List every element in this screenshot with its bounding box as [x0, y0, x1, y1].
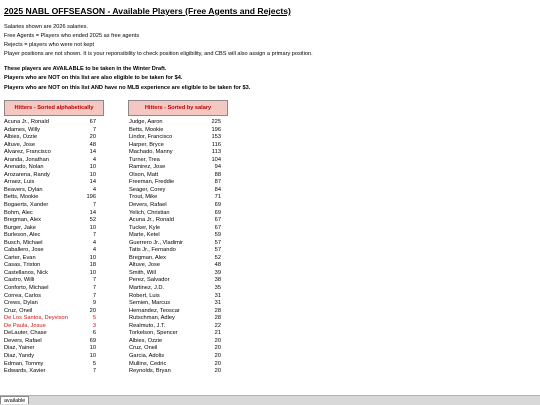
- player-salary: 10: [89, 171, 96, 178]
- player-salary: 10: [89, 269, 96, 276]
- player-row: [129, 345, 221, 353]
- player-name: Devers, Rafael: [4, 337, 42, 344]
- player-name: Robert, Luis: [129, 292, 160, 299]
- player-salary: 7: [92, 292, 96, 299]
- rule-line: Players who are NOT on this list are also eligible to be taken for $4.: [4, 75, 183, 82]
- page-title: 2025 NABL OFFSEASON - Available Players (Free Agents and Rejects): [4, 6, 291, 16]
- player-name: Lindor, Francisco: [129, 134, 173, 141]
- player-row: [129, 293, 221, 301]
- player-row: [129, 330, 221, 338]
- player-row: [129, 361, 221, 369]
- intro-notes: [4, 23, 536, 59]
- player-name: Tucker, Kyle: [129, 224, 161, 231]
- intro-line: Player positions are not shown. It is your reponsibility to check position eligibility, and CBS will also assign a primary position.: [4, 51, 313, 58]
- player-salary: 31: [214, 292, 221, 299]
- player-salary: 196: [211, 126, 221, 133]
- player-name: Diaz, Yainer: [4, 345, 35, 352]
- player-row: [129, 210, 221, 218]
- player-name: Alvarez, Francisco: [4, 149, 51, 156]
- player-name: DeLauter, Chase: [4, 330, 47, 337]
- player-row: [129, 353, 221, 361]
- player-salary: 5: [92, 315, 96, 322]
- player-salary: 153: [211, 134, 221, 141]
- player-name: Guerrero Jr., Vladimir: [129, 239, 184, 246]
- player-row: [4, 134, 96, 142]
- player-salary: 7: [92, 202, 96, 209]
- player-salary: 14: [89, 209, 96, 216]
- player-row: [129, 187, 221, 195]
- player-name: Seager, Corey: [129, 186, 166, 193]
- player-row: [4, 240, 96, 248]
- player-name: Burleson, Alec: [4, 232, 41, 239]
- player-name: Rutschman, Adley: [129, 315, 175, 322]
- player-row: [4, 210, 96, 218]
- player-row: [4, 300, 96, 308]
- player-name: Freeman, Freddie: [129, 179, 175, 186]
- player-salary: 52: [89, 217, 96, 224]
- player-name: Hernandez, Teoscar: [129, 307, 180, 314]
- player-row: [129, 142, 221, 150]
- player-salary: 5: [92, 360, 96, 367]
- player-salary: 20: [214, 345, 221, 352]
- player-row: [4, 353, 96, 361]
- player-name: Albies, Ozzie: [4, 134, 38, 141]
- player-row: [129, 315, 221, 323]
- player-row: [129, 164, 221, 172]
- player-row: [4, 338, 96, 346]
- draft-rules: [4, 65, 536, 92]
- rule-line: Players who are NOT on this list AND have no MLB experience are eligible to be taken for $3.: [4, 84, 251, 91]
- player-row: [4, 164, 96, 172]
- player-row: [4, 232, 96, 240]
- player-name: Garcia, Adolis: [129, 352, 165, 359]
- player-salary: 6: [92, 330, 96, 337]
- player-name: Betts, Mookie: [129, 126, 164, 133]
- player-salary: 196: [86, 194, 96, 201]
- player-salary: 7: [92, 368, 96, 375]
- player-name: Mullins, Cedric: [129, 360, 167, 367]
- salary-list-header: Hitters - Sorted by salary: [128, 100, 228, 116]
- player-salary: 18: [89, 262, 96, 269]
- player-row: [4, 217, 96, 225]
- player-name: Reynolds, Bryan: [129, 368, 171, 375]
- player-salary: 4: [92, 156, 96, 163]
- player-row: [129, 300, 221, 308]
- player-row: [129, 157, 221, 165]
- player-row: [4, 194, 96, 202]
- player-salary: 69: [214, 202, 221, 209]
- player-name: Bregman, Alex: [129, 254, 166, 261]
- player-row: [129, 194, 221, 202]
- rule-line: These players are AVAILABLE to be taken in the Winter Draft.: [4, 66, 167, 73]
- player-name: Harper, Bryce: [129, 141, 164, 148]
- player-name: Beavers, Dylan: [4, 186, 43, 193]
- player-row: [129, 277, 221, 285]
- player-salary: 10: [89, 164, 96, 171]
- sheet-tab-available[interactable]: available: [0, 396, 29, 404]
- player-salary: 31: [214, 300, 221, 307]
- player-row: [4, 142, 96, 150]
- player-name: Machado, Manny: [129, 149, 173, 156]
- player-row: [4, 172, 96, 180]
- player-name: Caballero, Jose: [4, 247, 44, 254]
- player-row: [129, 285, 221, 293]
- player-salary: 10: [89, 352, 96, 359]
- player-row: [4, 202, 96, 210]
- player-name: Arenado, Nolan: [4, 164, 44, 171]
- player-name: Busch, Michael: [4, 239, 43, 246]
- player-salary: 14: [89, 149, 96, 156]
- player-name: Bogaerts, Xander: [4, 202, 49, 209]
- player-row: [129, 217, 221, 225]
- player-salary: 22: [214, 322, 221, 329]
- player-row: [4, 127, 96, 135]
- player-name: Carter, Evan: [4, 254, 36, 261]
- player-row: [4, 179, 96, 187]
- intro-line: Free Agents = Players who ended 2025 as free agents: [4, 33, 140, 40]
- player-salary: 57: [214, 239, 221, 246]
- player-row: [4, 315, 96, 323]
- player-salary: 9: [92, 300, 96, 307]
- player-name: De Paula, Josue: [4, 322, 46, 329]
- player-salary: 39: [214, 269, 221, 276]
- player-row: [4, 277, 96, 285]
- player-salary: 7: [92, 277, 96, 284]
- player-name: Martinez, J.D.: [129, 285, 165, 292]
- player-name: Altuve, Jose: [129, 262, 160, 269]
- player-name: Diaz, Yandy: [4, 352, 35, 359]
- player-name: Tatis Jr., Fernando: [129, 247, 176, 254]
- player-name: Cruz, Oneil: [4, 307, 33, 314]
- player-row: [129, 172, 221, 180]
- player-row: [129, 368, 221, 376]
- player-row: [129, 240, 221, 248]
- player-name: Arraez, Luis: [4, 179, 35, 186]
- player-name: Casas, Triston: [4, 262, 41, 269]
- player-salary: 48: [89, 141, 96, 148]
- player-row: [129, 225, 221, 233]
- player-salary: 20: [214, 368, 221, 375]
- player-name: Arozarena, Randy: [4, 171, 50, 178]
- player-row: [4, 308, 96, 316]
- player-name: Perez, Salvador: [129, 277, 170, 284]
- player-name: Devers, Rafael: [129, 202, 167, 209]
- player-name: Trout, Mike: [129, 194, 158, 201]
- player-name: Cruz, Oneil: [129, 345, 158, 352]
- player-row: [129, 232, 221, 240]
- player-salary: 20: [214, 337, 221, 344]
- player-salary: 69: [214, 209, 221, 216]
- player-name: Marte, Ketel: [129, 232, 160, 239]
- player-row: [129, 149, 221, 157]
- player-name: Albies, Ozzie: [129, 337, 163, 344]
- player-row: [129, 323, 221, 331]
- player-name: Conforto, Michael: [4, 285, 49, 292]
- player-row: [4, 149, 96, 157]
- player-salary: 35: [214, 285, 221, 292]
- player-salary: 84: [214, 186, 221, 193]
- player-salary: 67: [214, 217, 221, 224]
- player-row: [129, 127, 221, 135]
- intro-line: Salaries shown are 2026 salaries.: [4, 24, 88, 30]
- player-row: [4, 262, 96, 270]
- player-name: Bohm, Alec: [4, 209, 33, 216]
- alpha-list-header: Hitters - Sorted alphabetically: [4, 100, 104, 116]
- player-name: Castellanos, Nick: [4, 269, 48, 276]
- player-salary: 88: [214, 171, 221, 178]
- player-row: [129, 262, 221, 270]
- player-salary: 116: [211, 141, 221, 148]
- player-name: Castro, Willi: [4, 277, 35, 284]
- player-salary: 28: [214, 307, 221, 314]
- player-row: [129, 202, 221, 210]
- player-salary: 94: [214, 164, 221, 171]
- player-row: [4, 345, 96, 353]
- player-row: [129, 338, 221, 346]
- player-name: Edman, Tommy: [4, 360, 44, 367]
- player-name: Altuve, Jose: [4, 141, 35, 148]
- player-row: [4, 225, 96, 233]
- player-salary: 20: [214, 352, 221, 359]
- player-row: [4, 330, 96, 338]
- player-row: [4, 247, 96, 255]
- document: [4, 6, 536, 93]
- player-name: Acuna Jr., Ronald: [4, 119, 49, 125]
- player-name: De Los Santos, Deyvison: [4, 315, 68, 322]
- player-row: [129, 119, 221, 127]
- player-salary: 59: [214, 232, 221, 239]
- salary-list: [129, 119, 221, 376]
- player-salary: 10: [89, 224, 96, 231]
- player-name: Semien, Marcus: [129, 300, 171, 307]
- player-name: Ramirez, Jose: [129, 164, 166, 171]
- player-name: Edwards, Xavier: [4, 368, 46, 375]
- player-salary: 104: [211, 156, 221, 163]
- player-salary: 4: [92, 186, 96, 193]
- player-salary: 71: [214, 194, 221, 201]
- player-salary: 10: [89, 254, 96, 261]
- player-name: Aranda, Jonathan: [4, 156, 49, 163]
- player-salary: 20: [214, 360, 221, 367]
- player-salary: 20: [89, 307, 96, 314]
- player-name: Torkelson, Spencer: [129, 330, 178, 337]
- player-row: [4, 119, 96, 127]
- player-row: [129, 308, 221, 316]
- player-salary: 4: [92, 247, 96, 254]
- intro-line: Rejects = players who were not kept: [4, 42, 95, 49]
- player-salary: 113: [211, 149, 221, 156]
- player-name: Bregman, Alex: [4, 217, 41, 224]
- player-name: Turner, Trea: [129, 156, 160, 163]
- player-name: Correa, Carlos: [4, 292, 41, 299]
- player-row: [4, 187, 96, 195]
- player-name: Judge, Aaron: [129, 119, 163, 125]
- sheet-tab-bar: [0, 395, 540, 405]
- player-salary: 67: [214, 224, 221, 231]
- player-salary: 7: [92, 232, 96, 239]
- player-row: [4, 270, 96, 278]
- player-name: Yelich, Christian: [129, 209, 170, 216]
- player-salary: 3: [92, 322, 96, 329]
- player-salary: 7: [92, 126, 96, 133]
- player-salary: 21: [214, 330, 221, 337]
- player-salary: 57: [214, 247, 221, 254]
- player-row: [4, 157, 96, 165]
- player-name: Acuna Jr., Ronald: [129, 217, 174, 224]
- player-row: [129, 179, 221, 187]
- player-salary: 28: [214, 315, 221, 322]
- player-row: [4, 323, 96, 331]
- player-name: Olson, Matt: [129, 171, 159, 178]
- player-row: [129, 134, 221, 142]
- player-salary: 225: [211, 119, 221, 125]
- player-salary: 38: [214, 277, 221, 284]
- player-salary: 67: [89, 119, 96, 125]
- player-salary: 20: [89, 134, 96, 141]
- player-row: [4, 285, 96, 293]
- player-salary: 7: [92, 285, 96, 292]
- player-name: Adames, Willy: [4, 126, 41, 133]
- player-name: Smith, Will: [129, 269, 156, 276]
- player-salary: 4: [92, 239, 96, 246]
- player-salary: 69: [89, 337, 96, 344]
- player-salary: 10: [89, 345, 96, 352]
- player-salary: 87: [214, 179, 221, 186]
- player-row: [4, 361, 96, 369]
- player-row: [4, 255, 96, 263]
- player-name: Burger, Jake: [4, 224, 36, 231]
- player-row: [129, 247, 221, 255]
- player-salary: 48: [214, 262, 221, 269]
- alpha-list: [4, 119, 96, 376]
- player-row: [4, 293, 96, 301]
- player-row: [129, 270, 221, 278]
- player-name: Crews, Dylan: [4, 300, 38, 307]
- player-salary: 14: [89, 179, 96, 186]
- player-row: [129, 255, 221, 263]
- player-salary: 52: [214, 254, 221, 261]
- player-name: Realmuto, J.T.: [129, 322, 166, 329]
- player-name: Betts, Mookie: [4, 194, 39, 201]
- player-row: [4, 368, 96, 376]
